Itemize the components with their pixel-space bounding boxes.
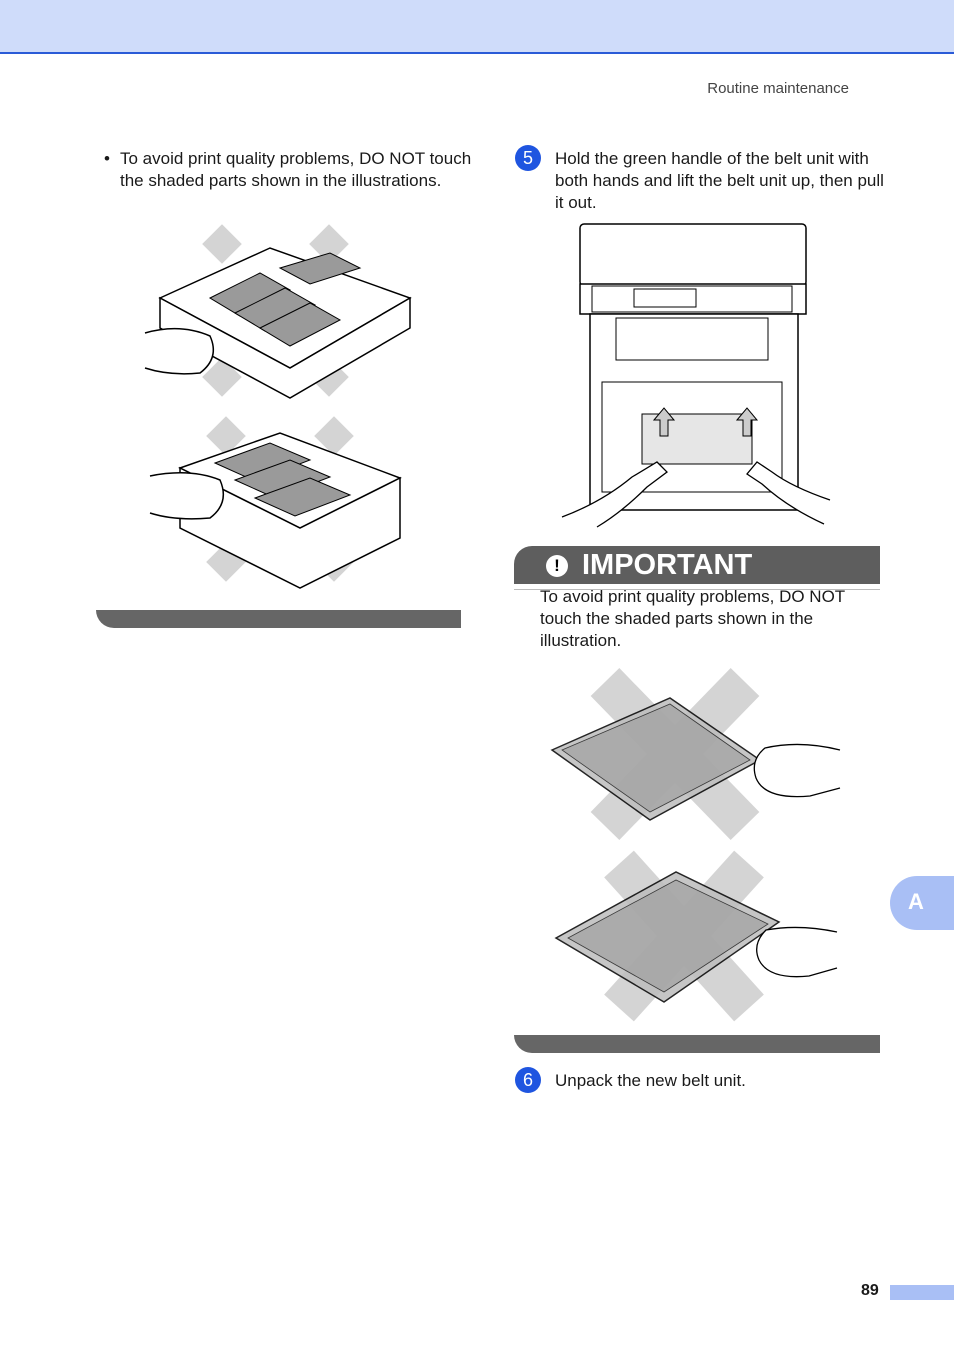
bullet-note [104,148,474,192]
step-5-text: Hold the green handle of the belt unit with both hands and lift the belt unit up, then pull it out. [555,149,884,212]
bullet-symbol: • [104,149,110,168]
appendix-tab [890,876,954,930]
important-banner [514,546,880,584]
page-number-bar [890,1285,954,1300]
note-end-bar-right [514,1035,880,1053]
appendix-tab-label: A [908,889,924,914]
important-text: To avoid print quality problems, DO NOT touch the shaded parts shown in the illustration. [540,587,845,650]
note-end-bar-left [96,610,461,628]
step-5-badge: 5 [515,145,541,171]
belt-unit-illustration-bottom [554,852,839,1020]
step-6-badge: 6 [515,1067,541,1093]
header-band [0,0,954,54]
belt-unit-illustration-top [550,670,840,838]
warning-icon [546,555,568,577]
step-6-text: Unpack the new belt unit. [555,1071,746,1090]
printer-belt-removal-illustration [562,222,832,528]
page-number: 89 [861,1282,879,1299]
drum-unit-illustration-top [140,228,420,403]
important-title: IMPORTANT [582,549,753,581]
drum-unit-illustration-bottom [150,418,420,588]
bullet-note-text: To avoid print quality problems, DO NOT touch the shaded parts shown in the illustrations. [120,149,472,190]
section-title: Routine maintenance [707,80,849,97]
